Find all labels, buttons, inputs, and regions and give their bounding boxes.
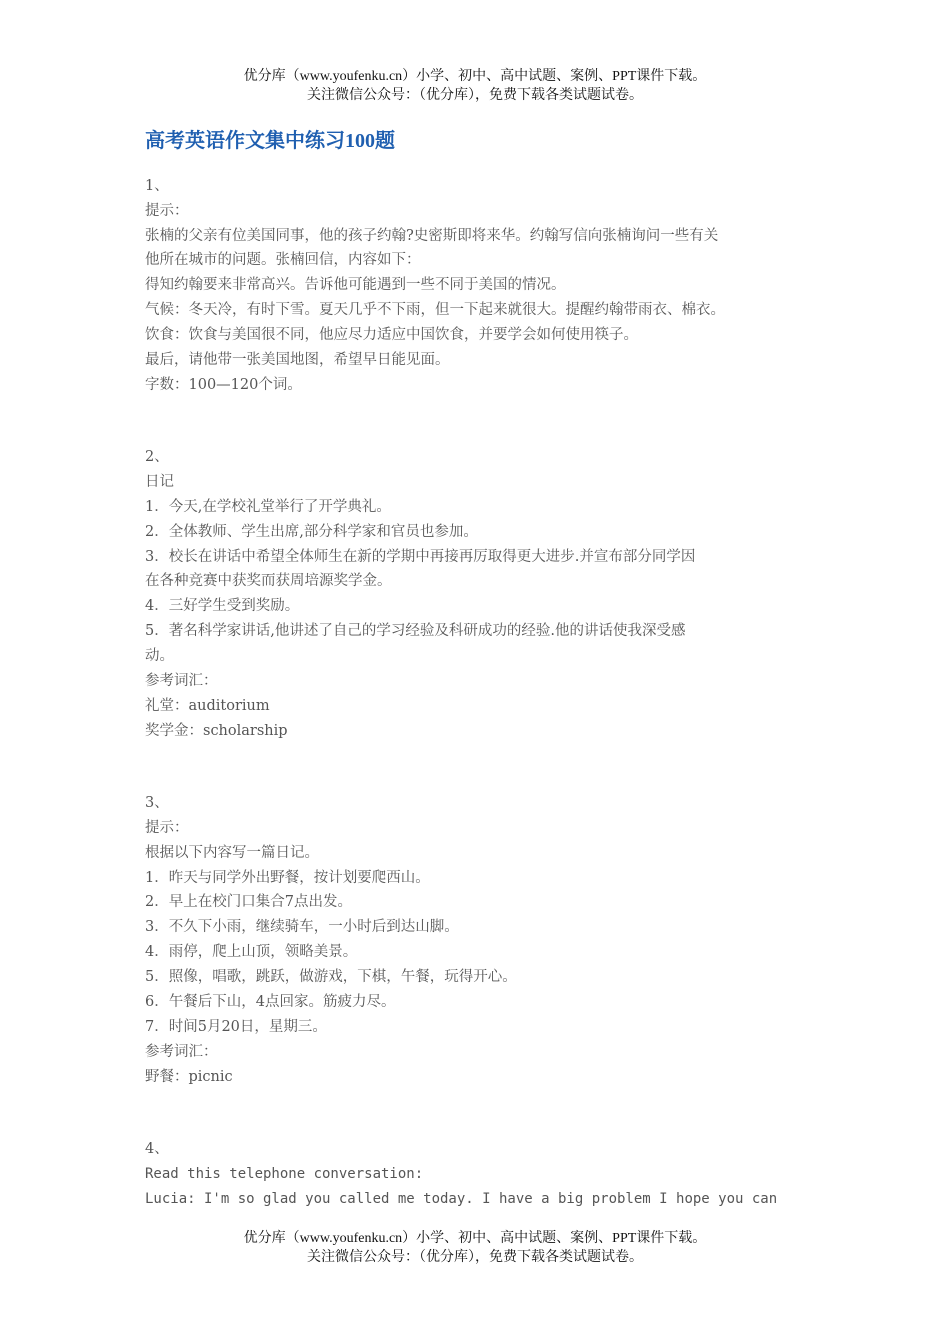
question-line: 5．著名科学家讲话,他讲述了自己的学习经验及科研成功的经验.他的讲话使我深受感 xyxy=(145,623,686,639)
footer-line-1: 优分库（www.youfenku.cn）小学、初中、高中试题、案例、PPT课件下载。 xyxy=(243,1231,707,1246)
header-line-1: 优分库（www.youfenku.cn）小学、初中、高中试题、案例、PPT课件下载。 xyxy=(243,69,707,84)
question-line: 根据以下内容写一篇日记。 xyxy=(145,845,319,861)
question-number: 1、 xyxy=(145,178,169,194)
question-line: 1．今天,在学校礼堂举行了开学典礼。 xyxy=(145,499,391,515)
question-line: 他所在城市的问题。张楠回信，内容如下： xyxy=(145,252,421,268)
question-line: 参考词汇： xyxy=(145,673,218,689)
question-line: 6．午餐后下山，4点回家。筋疲力尽。 xyxy=(145,994,396,1010)
question-line: 2．早上在校门口集合7点出发。 xyxy=(145,894,352,910)
question-line: 张楠的父亲有位美国同事，他的孩子约翰?史密斯即将来华。约翰写信向张楠询问一些有关 xyxy=(145,228,719,244)
question-line: 气候：冬天冷，有时下雪。夏天几乎不下雨，但一下起来就很大。提醒约翰带雨衣、棉衣。 xyxy=(145,302,725,318)
question-line: 1．昨天与同学外出野餐，按计划要爬西山。 xyxy=(145,870,430,886)
question-line: 3．不久下小雨，继续骑车，一小时后到达山脚。 xyxy=(145,919,459,935)
question-line: 饮食：饮食与美国很不同，他应尽力适应中国饮食，并要学会如何使用筷子。 xyxy=(145,327,638,343)
question-line: 野餐：picnic xyxy=(145,1069,233,1085)
question-line: 得知约翰要来非常高兴。告诉他可能遇到一些不同于美国的情况。 xyxy=(145,277,566,293)
question-line: 礼堂：auditorium xyxy=(145,698,270,714)
question-line: 4．三好学生受到奖励。 xyxy=(145,598,300,614)
question-line: 提示： xyxy=(145,203,189,219)
question-line: 参考词汇： xyxy=(145,1044,218,1060)
question-number: 3、 xyxy=(145,795,169,811)
question-line: 在各种竞赛中获奖而获周培源奖学金。 xyxy=(145,573,392,589)
question-line: 最后，请他带一张美国地图，希望早日能见面。 xyxy=(145,352,450,368)
question-line: 日记 xyxy=(145,474,174,490)
question-line: 奖学金：scholarship xyxy=(145,723,288,739)
footer-line-2: 关注微信公众号：（优分库），免费下载各类试题试卷。 xyxy=(307,1250,643,1265)
page-title: 高考英语作文集中练习100题 xyxy=(145,130,395,152)
question-line: Lucia: I'm so glad you called me today. I have a big problem I hope you can xyxy=(145,1191,778,1207)
question-line: 字数：100—120个词。 xyxy=(145,377,302,393)
question-line: Read this telephone conversation: xyxy=(145,1166,424,1182)
question-line: 5．照像，唱歌，跳跃，做游戏，下棋，午餐，玩得开心。 xyxy=(145,969,517,985)
question-line: 4．雨停，爬上山顶，领略美景。 xyxy=(145,944,358,960)
question-number: 2、 xyxy=(145,449,169,465)
question-line: 7．时间5月20日，星期三。 xyxy=(145,1019,327,1035)
question-line: 2．全体教师、学生出席,部分科学家和官员也参加。 xyxy=(145,524,478,540)
header-line-2: 关注微信公众号：（优分库），免费下载各类试题试卷。 xyxy=(307,88,643,103)
question-line: 提示： xyxy=(145,820,189,836)
question-number: 4、 xyxy=(145,1141,169,1157)
question-line: 动。 xyxy=(145,648,174,664)
question-line: 3．校长在讲话中希望全体师生在新的学期中再接再厉取得更大进步.并宣布部分同学因 xyxy=(145,549,696,565)
